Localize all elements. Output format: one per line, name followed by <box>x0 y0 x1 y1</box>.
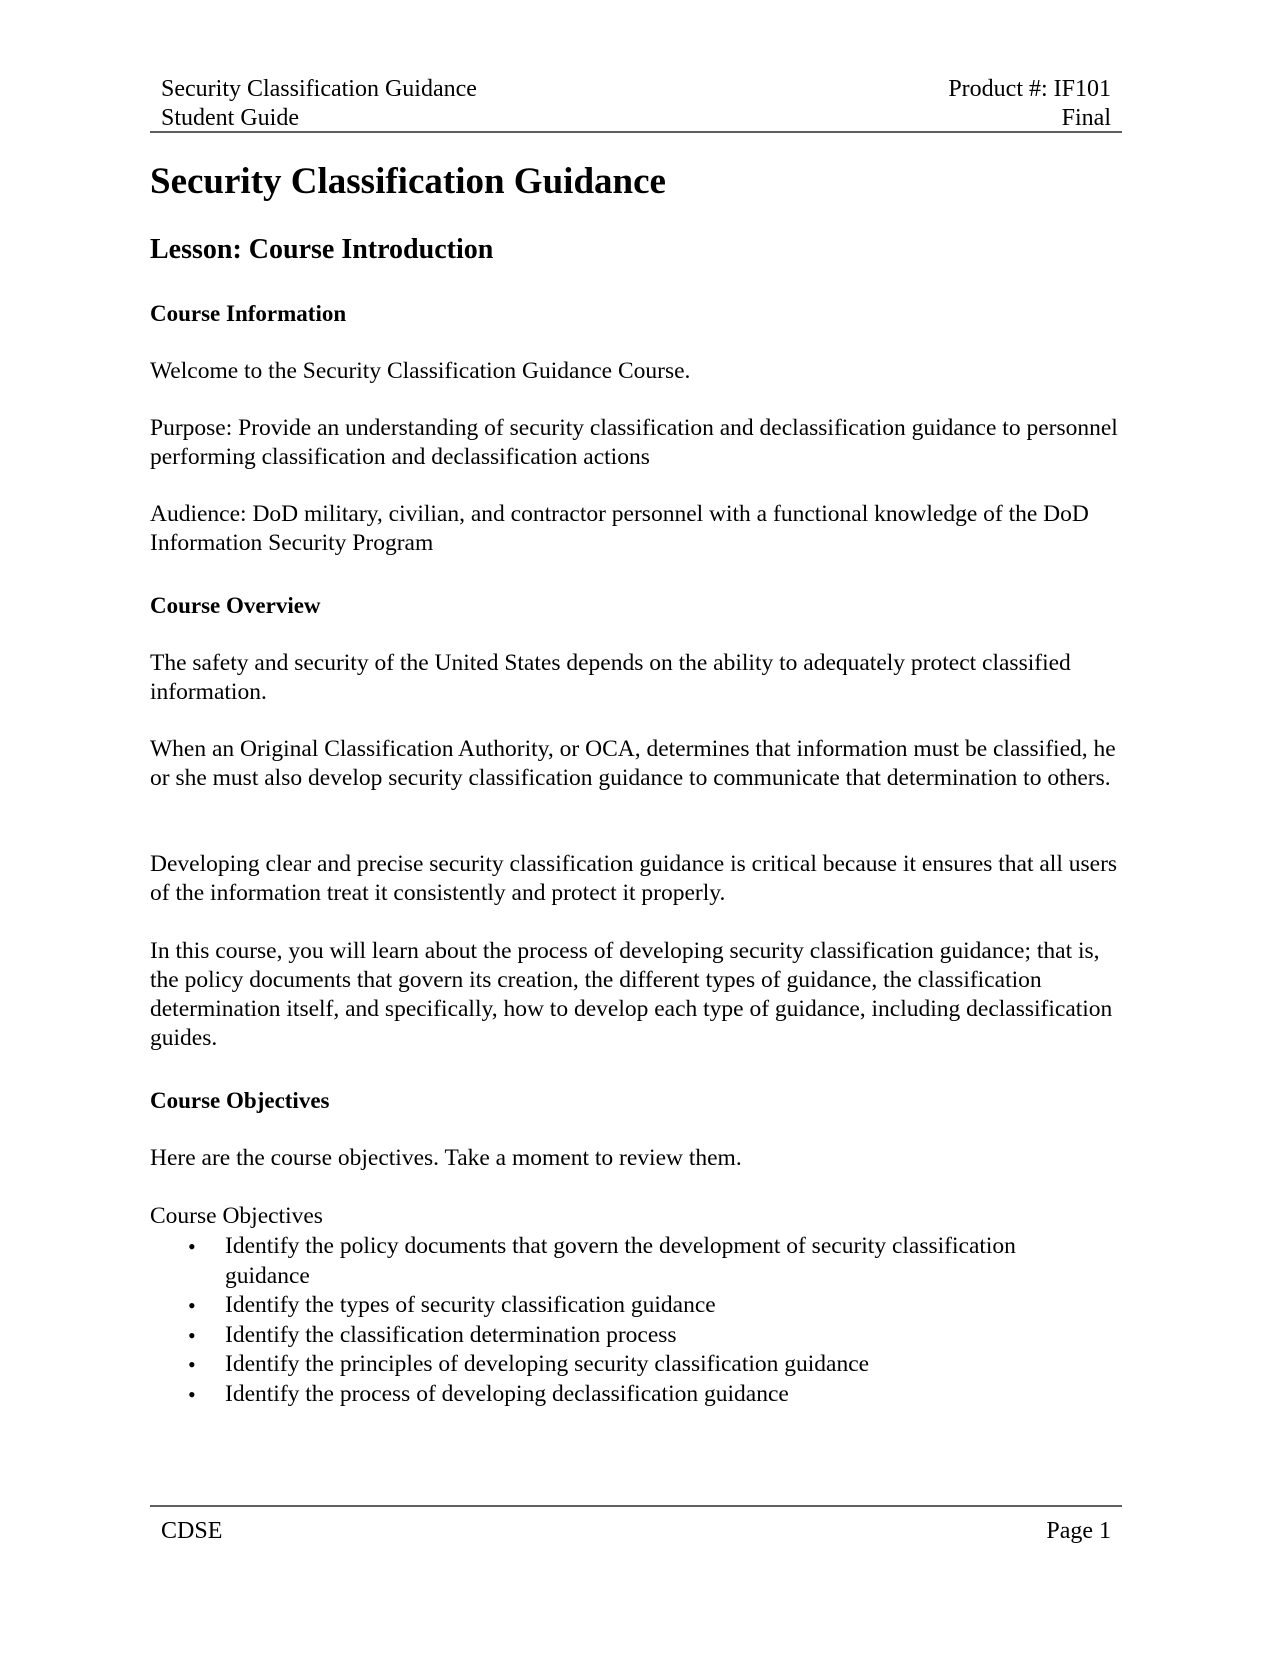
objectives-list-label: Course Objectives <box>150 1203 323 1229</box>
bullet-icon: • <box>188 1293 196 1318</box>
purpose-paragraph: Purpose: Provide an understanding of security classification and declassification guidance to personnel performing classification and declassification actions <box>150 415 1118 470</box>
footer-org: CDSE <box>161 1518 223 1544</box>
list-item <box>150 1291 1090 1321</box>
objective-text: Identify the process of developing declassification guidance <box>225 1380 789 1407</box>
audience-paragraph: Audience: DoD military, civilian, and contractor personnel with a functional knowledge of the DoD Information Security Program <box>150 501 1089 556</box>
objectives-intro: Here are the course objectives. Take a moment to review them. <box>150 1145 742 1171</box>
header-status: Final <box>1061 105 1111 131</box>
objectives-list <box>150 1232 1090 1409</box>
section-heading-course-objectives: Course Objectives <box>150 1088 330 1113</box>
page-number: Page 1 <box>1046 1518 1111 1544</box>
overview-paragraph-3: Developing clear and precise security classification guidance is critical because it ensures that all users of the information treat it consistently and protect it properly. <box>150 851 1118 906</box>
header-doc-subtitle: Student Guide <box>161 105 299 131</box>
footer-divider <box>150 1505 1122 1507</box>
bullet-icon: • <box>188 1322 196 1348</box>
header-doc-title: Security Classification Guidance <box>161 76 477 102</box>
page-title: Security Classification Guidance <box>150 161 666 202</box>
welcome-paragraph: Welcome to the Security Classification Guidance Course. <box>150 358 691 384</box>
header-product-number: Product #: IF101 <box>948 76 1111 102</box>
list-item <box>150 1232 1090 1291</box>
overview-paragraph-2: When an Original Classification Authority, or OCA, determines that information must be classified, he or she must also develop security classification guidance to communicate that determination to others. <box>150 736 1116 791</box>
bullet-icon: • <box>188 1352 196 1377</box>
lesson-title: Lesson: Course Introduction <box>150 234 494 265</box>
bullet-icon: • <box>188 1234 196 1259</box>
bullet-icon: • <box>188 1381 196 1407</box>
section-heading-course-information: Course Information <box>150 301 347 326</box>
section-heading-course-overview: Course Overview <box>150 593 321 618</box>
list-item <box>150 1321 1090 1351</box>
objective-text: Identify the types of security classification guidance <box>225 1292 716 1318</box>
header-divider <box>150 131 1122 133</box>
overview-paragraph-4: In this course, you will learn about the process of developing security classification guidance; that is, the policy documents that govern its creation, the different types of guidance, the classification determination itself, and specifically, how to develop each type of guidance, including declassification guides. <box>150 938 1113 1051</box>
objective-text: Identify the classification determination process <box>225 1321 677 1348</box>
overview-paragraph-1: The safety and security of the United States depends on the ability to adequately protect classified information. <box>150 650 1071 705</box>
list-item <box>150 1350 1090 1380</box>
objective-text: Identify the policy documents that govern the development of security classification guidance <box>225 1233 1016 1289</box>
list-item <box>150 1380 1090 1410</box>
objective-text: Identify the principles of developing security classification guidance <box>225 1351 870 1377</box>
